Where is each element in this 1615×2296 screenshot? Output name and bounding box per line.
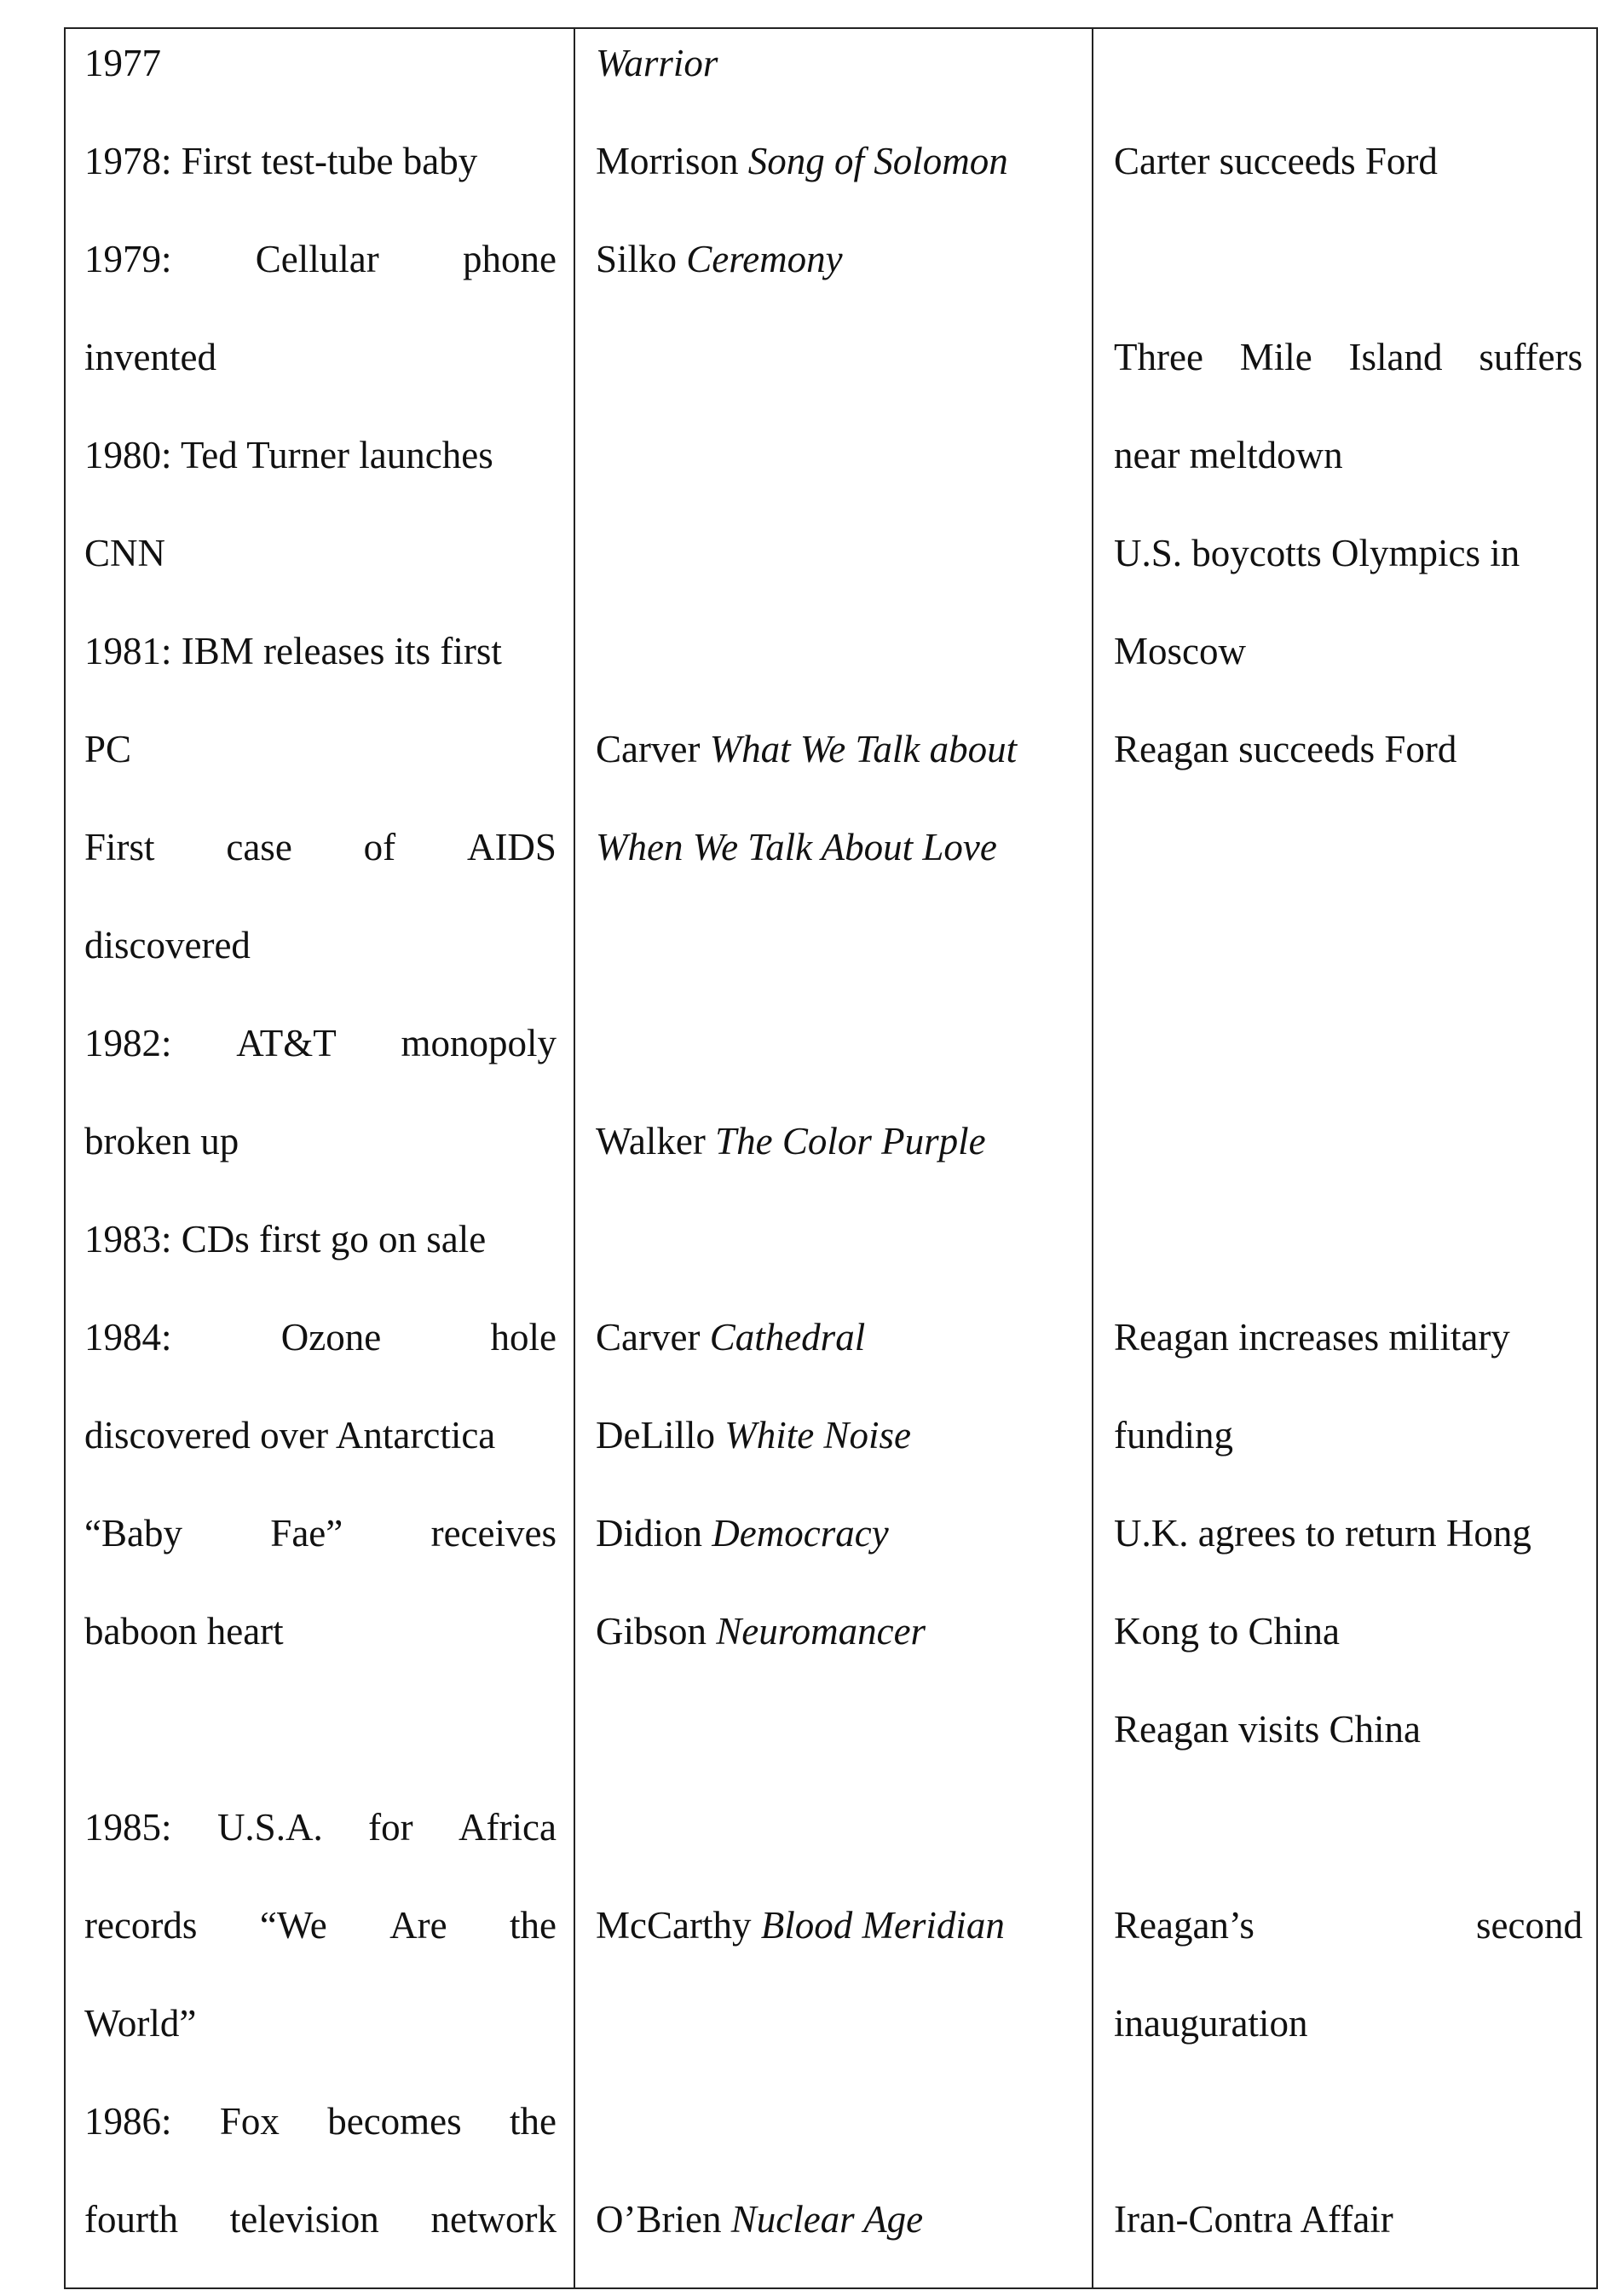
word: Are	[389, 1904, 447, 1947]
word: the	[510, 1904, 557, 1947]
book-title: Nuclear Age	[730, 2198, 924, 2241]
politics-line: Moscow	[1114, 630, 1246, 672]
book-title: Ceremony	[686, 238, 843, 280]
politics-line: U.K. agrees to return Hong	[1114, 1512, 1531, 1555]
book-author: Morrison	[596, 140, 739, 182]
word: Fae”	[270, 1512, 343, 1555]
book-title: Warrior	[596, 42, 718, 84]
book-line	[596, 1511, 1073, 1555]
word: AT&T	[236, 1022, 337, 1064]
event-line: World”	[84, 2002, 197, 2045]
word: Africa	[459, 1806, 557, 1849]
book-author: O’Brien	[596, 2198, 722, 2241]
word: 1986:	[84, 2100, 172, 2143]
book-line	[596, 1315, 1073, 1359]
event-line	[84, 2197, 557, 2241]
book-line	[596, 41, 1073, 85]
word: monopoly	[401, 1022, 557, 1064]
word: AIDS	[466, 826, 557, 868]
politics-line: near meltdown	[1114, 434, 1343, 476]
book-author: Carver	[596, 1316, 701, 1359]
word: 1982:	[84, 1022, 172, 1064]
book-title: What We Talk about	[709, 728, 1018, 770]
event-line: baboon heart	[84, 1610, 284, 1653]
event-line: 1981: IBM releases its first	[84, 630, 502, 672]
event-line: broken up	[84, 1120, 239, 1162]
politics-line: Reagan succeeds Ford	[1114, 728, 1457, 770]
event-line	[84, 1511, 557, 1555]
word: 1979:	[84, 238, 172, 280]
book-line	[596, 139, 1073, 183]
word: records	[84, 1904, 198, 1947]
word: television	[229, 2198, 379, 2241]
word: Mile	[1239, 336, 1312, 378]
word: Cellular	[255, 238, 379, 280]
book-author: Gibson	[596, 1610, 707, 1653]
word: fourth	[84, 2198, 178, 2241]
book-line	[596, 727, 1073, 771]
book-title: Song of Solomon	[747, 140, 1008, 182]
politics-line: Reagan visits China	[1114, 1708, 1421, 1751]
book-line	[596, 825, 1073, 869]
book-line	[596, 1903, 1073, 1947]
politics-line: Reagan increases military	[1114, 1316, 1510, 1359]
event-line	[84, 1315, 557, 1359]
word: “Baby	[84, 1512, 182, 1555]
word: receives	[430, 1512, 557, 1555]
word: of	[363, 826, 396, 868]
word: 1984:	[84, 1316, 172, 1359]
book-line	[596, 2197, 1073, 2241]
book-title: Neuromancer	[716, 1610, 926, 1653]
event-line	[84, 1805, 557, 1849]
word: suffers	[1479, 336, 1583, 378]
event-line: 1983: CDs first go on sale	[84, 1218, 487, 1260]
event-line: invented	[84, 336, 216, 378]
book-line	[596, 1413, 1073, 1457]
book-title: When We Talk About Love	[596, 826, 997, 868]
event-line	[84, 237, 557, 281]
word: 1985:	[84, 1806, 172, 1849]
column-divider-1	[574, 29, 575, 2287]
book-author: Silko	[596, 238, 678, 280]
event-line	[84, 2099, 557, 2143]
politics-line: U.S. boycotts Olympics in	[1114, 532, 1520, 574]
event-line	[84, 1903, 557, 1947]
word: phone	[463, 238, 557, 280]
book-title: White Noise	[724, 1414, 911, 1457]
event-line: 1980: Ted Turner launches	[84, 434, 493, 476]
word: Three	[1114, 336, 1203, 378]
book-title: Democracy	[712, 1512, 889, 1555]
word: becomes	[327, 2100, 462, 2143]
politics-line: funding	[1114, 1414, 1233, 1457]
book-title: The Color Purple	[715, 1120, 986, 1162]
word: network	[430, 2198, 557, 2241]
timeline-table	[64, 27, 1598, 2289]
word: Island	[1348, 336, 1443, 378]
politics-line: Kong to China	[1114, 1610, 1340, 1653]
word: “We	[259, 1904, 327, 1947]
book-line	[596, 1609, 1073, 1653]
word: Ozone	[280, 1316, 382, 1359]
event-line	[84, 1021, 557, 1065]
word: for	[368, 1806, 413, 1849]
book-line	[596, 1119, 1073, 1163]
word: case	[226, 826, 292, 868]
event-line	[84, 825, 557, 869]
word: Fox	[219, 2100, 280, 2143]
event-line: CNN	[84, 532, 166, 574]
event-line: discovered over Antarctica	[84, 1414, 496, 1457]
politics-line: Iran-Contra Affair	[1114, 2198, 1393, 2241]
column-divider-2	[1092, 29, 1093, 2287]
event-line: 1978: First test-tube baby	[84, 140, 478, 182]
event-line: 1977	[84, 42, 161, 84]
book-title: Blood Meridian	[760, 1904, 1005, 1947]
book-author: McCarthy	[596, 1904, 752, 1947]
book-author: DeLillo	[596, 1414, 715, 1457]
word: First	[84, 826, 155, 868]
event-line: discovered	[84, 924, 251, 966]
politics-line: inauguration	[1114, 2002, 1308, 2045]
word: the	[510, 2100, 557, 2143]
politics-line	[1114, 1903, 1583, 1947]
book-author: Walker	[596, 1120, 706, 1162]
word: hole	[490, 1316, 557, 1359]
word: U.S.A.	[216, 1806, 323, 1849]
book-author: Didion	[596, 1512, 703, 1555]
word: Reagan’s	[1114, 1904, 1255, 1947]
book-author: Carver	[596, 728, 701, 770]
word: second	[1476, 1904, 1583, 1947]
politics-line	[1114, 335, 1583, 379]
book-line	[596, 237, 1073, 281]
politics-line: Carter succeeds Ford	[1114, 140, 1438, 182]
book-title: Cathedral	[709, 1316, 866, 1359]
event-line: PC	[84, 728, 132, 770]
